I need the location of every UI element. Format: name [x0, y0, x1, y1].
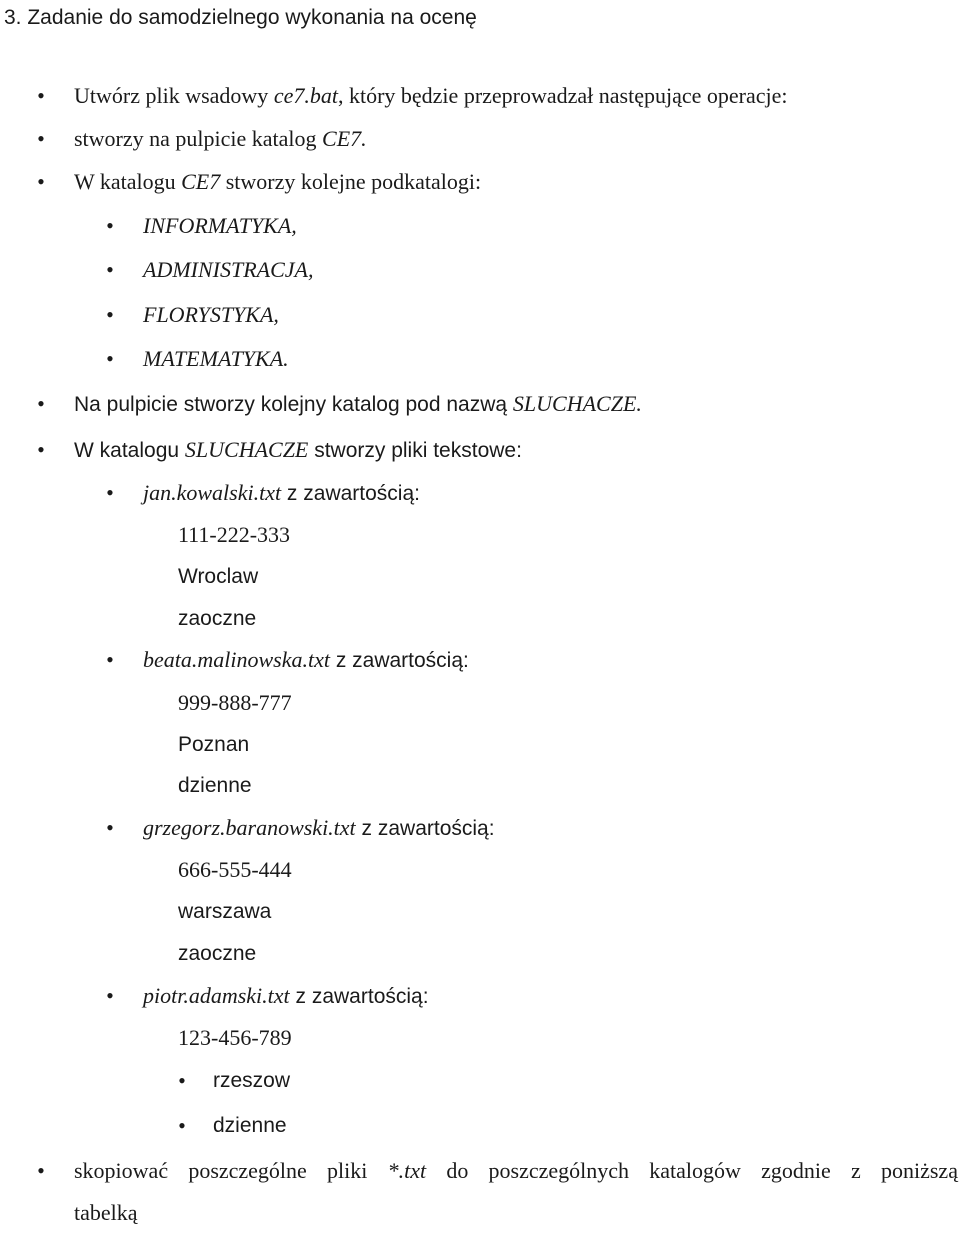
file-content-line: Poznan — [178, 733, 250, 756]
task-item-create-ce7: stworzy na pulpicie katalog CE7. — [74, 126, 367, 151]
subdir-item: MATEMATYKA. — [143, 346, 289, 371]
file-content-line: 123-456-789 — [178, 1025, 292, 1050]
page-heading: 3. Zadanie do samodzielnego wykonania na ocenę — [4, 6, 477, 29]
bullet: • — [106, 647, 114, 672]
task-item-create-sluchacze: Na pulpicie stworzy kolejny katalog pod nazwą SLUCHACZE. — [74, 391, 642, 416]
file-content-line: zaoczne — [178, 942, 257, 965]
bullet: • — [37, 83, 45, 108]
bullet: • — [37, 437, 45, 462]
file-item: piotr.adamski.txt z zawartością: — [143, 983, 429, 1008]
file-content-line: Wroclaw — [178, 565, 259, 588]
bullet: • — [178, 1068, 186, 1093]
task-item-create-batch: Utwórz plik wsadowy ce7.bat, który będzie przeprowadzał następujące operacje: — [74, 83, 788, 108]
task-item-subdirs: W katalogu CE7 stworzy kolejne podkatalogi: — [74, 169, 482, 194]
file-item: grzegorz.baranowski.txt z zawartością: — [143, 815, 495, 840]
bullet: • — [106, 983, 114, 1008]
file-content-line: 999-888-777 — [178, 690, 292, 715]
bullet: • — [37, 126, 45, 151]
subdir-item: FLORYSTYKA, — [143, 302, 279, 327]
task-item-text-files: W katalogu SLUCHACZE stworzy pliki tekstowe: — [74, 437, 522, 462]
bullet: • — [178, 1113, 186, 1138]
bullet: • — [106, 480, 114, 505]
file-content-line: 111-222-333 — [178, 522, 291, 547]
bullet: • — [106, 815, 114, 840]
bullet: • — [106, 213, 114, 238]
bullet: • — [106, 257, 114, 282]
file-content-line: zaoczne — [178, 607, 257, 630]
bullet: • — [37, 1158, 45, 1183]
subdir-item: INFORMATYKA, — [143, 213, 297, 238]
task-item-copy-files-cont: tabelką — [74, 1200, 138, 1225]
file-content-line: 666-555-444 — [178, 857, 292, 882]
bullet: • — [106, 302, 114, 327]
bullet: • — [37, 391, 45, 416]
file-content-line: warszawa — [178, 900, 272, 923]
bullet: • — [37, 169, 45, 194]
file-item: jan.kowalski.txt z zawartością: — [143, 480, 420, 505]
file-content-line: rzeszow — [213, 1069, 291, 1092]
bullet: • — [106, 346, 114, 371]
file-content-line: dzienne — [178, 774, 252, 797]
file-item: beata.malinowska.txt z zawartością: — [143, 647, 469, 672]
file-content-line: dzienne — [213, 1114, 287, 1137]
subdir-item: ADMINISTRACJA, — [143, 257, 314, 282]
task-item-copy-files: skopiować poszczególne pliki *.txt do poszczególnych katalogów zgodnie z poniższą — [74, 1158, 958, 1183]
